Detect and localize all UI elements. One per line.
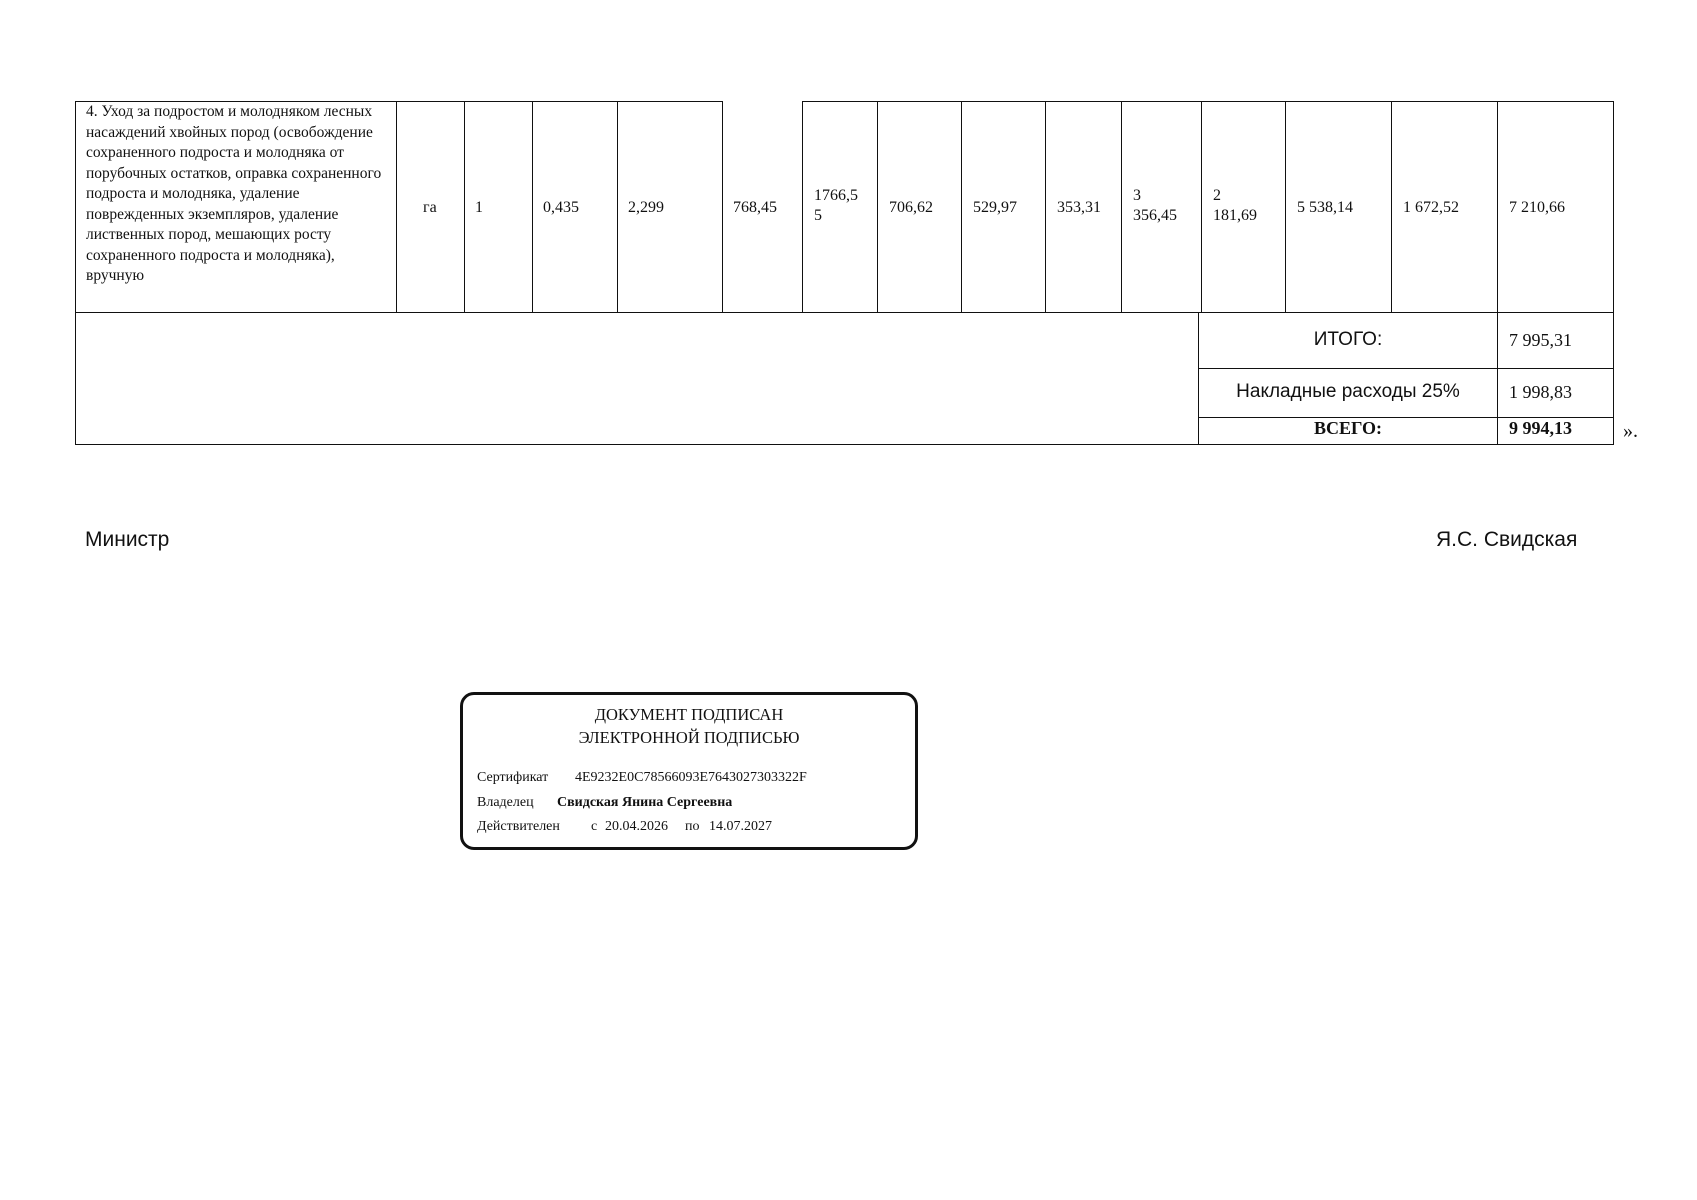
row-value-2: 0,435 (543, 199, 579, 216)
overhead-label: Накладные расходы 25% (1236, 381, 1460, 402)
row-value-9-line2: 356,45 (1133, 207, 1177, 224)
position-title: Министр (85, 528, 170, 551)
stamp-owner-row (477, 795, 732, 811)
stamp-validity-row (477, 819, 772, 835)
stamp-valid-from-prefix: с (591, 819, 598, 834)
row-value-8: 353,31 (1057, 199, 1101, 216)
itogo-value: 7 995,31 (1509, 330, 1572, 350)
stamp-valid-to-prefix: по (685, 819, 700, 834)
itogo-label: ИТОГО: (1313, 329, 1383, 350)
stamp-title-line2: ЭЛЕКТРОННОЙ ПОДПИСЬЮ (578, 728, 800, 747)
row-value-5-line1: 1766,5 (814, 187, 858, 204)
row-value-13: 7 210,66 (1509, 199, 1565, 216)
row-value-7: 529,97 (973, 199, 1017, 216)
row-value-10-line2: 181,69 (1213, 207, 1257, 224)
electronic-signature-stamp (460, 692, 918, 850)
row-value-4: 768,45 (733, 199, 777, 216)
stamp-cert-value: 4E9232E0C78566093E7643027303322F (575, 770, 807, 785)
stamp-owner-value: Свидская Янина Сергеевна (557, 795, 733, 810)
signer-name: Я.С. Свидская (1436, 528, 1578, 551)
stamp-title-line1: ДОКУМЕНТ ПОДПИСАН (594, 705, 784, 724)
stamp-valid-label: Действителен (477, 819, 560, 834)
row-value-12: 1 672,52 (1403, 199, 1459, 216)
closing-quote-mark: ». (1623, 420, 1638, 442)
summary-empty-area (75, 312, 1199, 445)
stamp-valid-to: 14.07.2027 (709, 819, 772, 834)
row-value-5-line2: 5 (814, 207, 822, 224)
row-value-11: 5 538,14 (1297, 199, 1353, 216)
row-value-10-line1: 2 (1213, 187, 1221, 204)
total-label: ВСЕГО: (1313, 418, 1382, 438)
row-value-1: 1 (475, 199, 483, 216)
stamp-owner-label: Владелец (477, 795, 534, 810)
overhead-value: 1 998,83 (1509, 382, 1572, 402)
stamp-valid-from: 20.04.2026 (605, 819, 668, 834)
row-value-9-line1: 3 (1133, 187, 1141, 204)
total-value: 9 994,13 (1509, 418, 1572, 438)
row-unit: га (423, 199, 437, 216)
row-description: 4. Уход за подростом и молодняком лесных насаждений хвойных пород (освобождение сохраненного подроста и молодняка от порубочных остатков, оправка сохраненного подроста и молодняка, удаление поврежденных экземпляров, удаление лиственных пород, мешающих росту сохраненного подроста и молодняка), вручную (86, 103, 382, 284)
row-value-3: 2,299 (628, 199, 664, 216)
stamp-certificate-row (477, 770, 807, 786)
row-value-6: 706,62 (889, 199, 933, 216)
stamp-cert-label: Сертификат (477, 770, 549, 785)
